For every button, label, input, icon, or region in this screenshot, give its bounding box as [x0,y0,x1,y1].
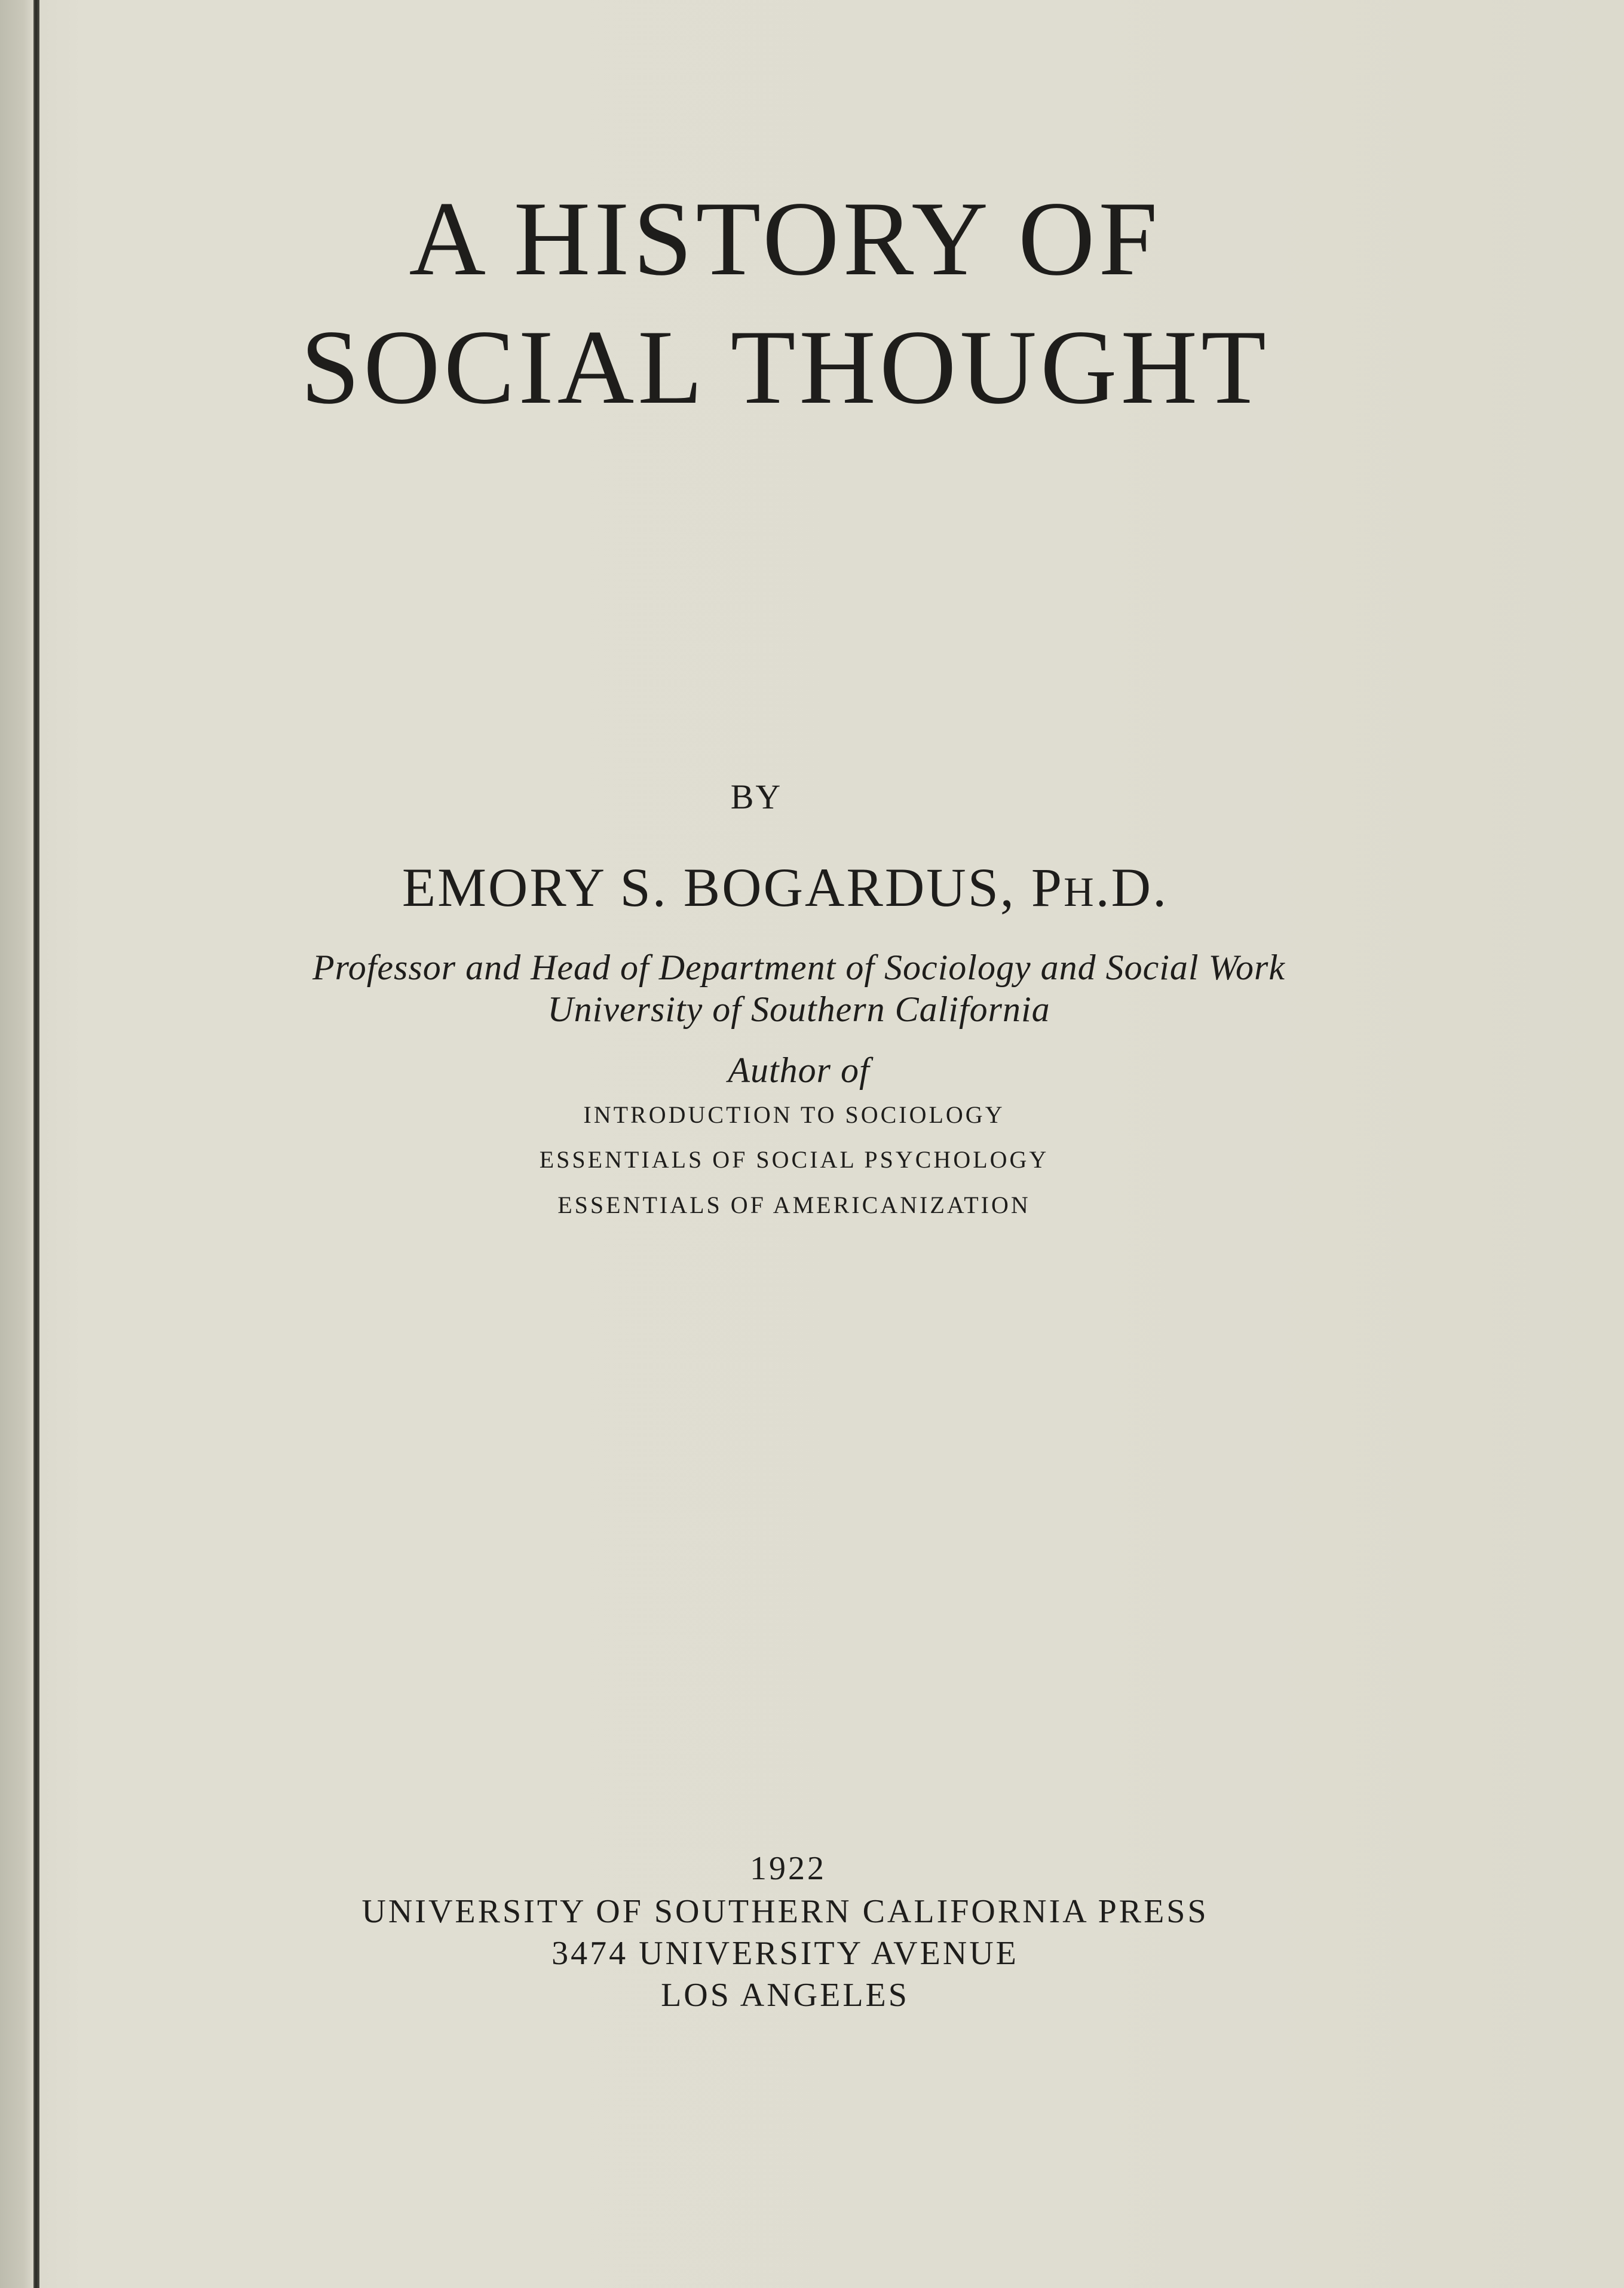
byline: BY [730,777,783,816]
book-title-line-1: A HISTORY OF [409,179,1162,298]
author-position: Professor and Head of Department of Sociology and Social Work [312,948,1286,987]
author-name-main: EMORY S. BOGARDUS, [402,857,1031,918]
author-university: University of Southern California [547,990,1050,1029]
author-degree-initial: P [1031,857,1064,918]
author-degree-end: .D. [1095,857,1169,918]
publisher-name: UNIVERSITY OF SOUTHERN CALIFORNIA PRESS [361,1893,1209,1930]
author-name [0,856,1597,919]
publisher-city: LOS ANGELES [661,1977,909,2014]
publication-year: 1922 [750,1850,826,1887]
previous-work-2: ESSENTIALS OF SOCIAL PSYCHOLOGY [539,1146,1049,1173]
previous-work-1: INTRODUCTION TO SOCIOLOGY [583,1101,1005,1128]
book-title-line-2: SOCIAL THOUGHT [301,308,1270,426]
previous-work-3: ESSENTIALS OF AMERICANIZATION [557,1192,1031,1218]
publisher-address: 3474 UNIVERSITY AVENUE [551,1935,1019,1972]
author-degree-rest: H [1064,869,1096,915]
author-of-label: Author of [728,1050,870,1090]
